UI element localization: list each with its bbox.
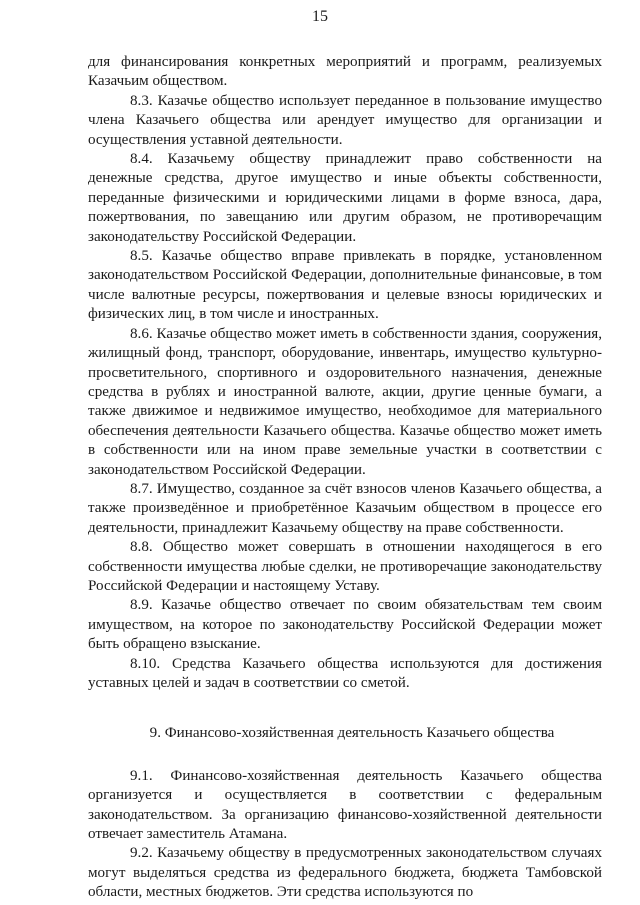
page-number: 15 [312,8,328,25]
paragraph-8-7: 8.7. Имущество, созданное за счёт взносов членов Казачьего общества, а также произведённое и приобретённое Казачьим обществом в процессе его деятельности, принадлежит Казачьему обществу на праве собственности. [88,480,602,536]
paragraph-8-4: 8.4. Казачьему обществу принадлежит право собственности на денежные средства, другое имущество и иные объекты собственности, переданные физическими и юридическими лицами в форме взноса, дара, пожертвования, по завещанию или другим образом, не противоречащим законодательству Российской Федерации. [88,151,602,245]
paragraph-8-6: 8.6. Казачье общество может иметь в собственности здания, сооружения, жилищный фонд, транспорт, оборудование, инвентарь, имущество культурно-просветительного, спортивного и оздоровительного назначения, денежные средства в рублях и иностранной валюте, акции, другие ценные бумаги, а также движимое и недвижимое имущество, необходимое для материального обеспечения деятельности Казачьего общества. Казачье общество может иметь в собственности или на ином праве земельные участки в соответствии с законодательством Российской Федерации. [88,325,602,478]
paragraph-9-1: 9.1. Финансово-хозяйственная деятельность Казачьего общества организуется и осуществляется в соответствии с федеральным законодательством. За организацию финансово-хозяйственной деятельности отвечает заместитель Атамана. [88,767,602,843]
paragraph-8-3: 8.3. Казачье общество использует переданное в пользование имущество члена Казачьего общества или арендует имущество для организации и осуществления уставной деятельности. [88,92,602,148]
section-title: 9. Финансово-хозяйственная деятельность Казачьего общества [149,725,555,742]
paragraph-9-2: 9.2. Казачьему обществу в предусмотренных законодательством случаях могут выделяться средства из федерального бюджета, бюджета Тамбовской области, местных бюджетов. Эти средства используются по [88,845,602,901]
paragraph-8-10: 8.10. Средства Казачьего общества используются для достижения уставных целей и задач в соответствии со сметой. [88,655,602,691]
paragraph-8-8: 8.8. Общество может совершать в отношении находящегося в его собственности имущества любые сделки, не противоречащие законодательству Российской Федерации и настоящему Уставу. [88,539,602,594]
document-body [88,53,602,903]
paragraph-8-5: 8.5. Казачье общество вправе привлекать в порядке, установленном законодательством Российской Федерации, дополнительные финансовые, в том числе валютные ресурсы, пожертвования и целевые взносы юридических и физических лиц, в том числе и иностранных. [88,248,602,323]
paragraph-8-9: 8.9. Казачье общество отвечает по своим обязательствам тем своим имуществом, на которое по законодательству Российской Федерации может быть обращено взыскание. [88,597,602,653]
paragraph-8-2-continuation: для финансирования конкретных мероприятий и программ, реализуемых Казачьим обществом. [88,54,602,90]
